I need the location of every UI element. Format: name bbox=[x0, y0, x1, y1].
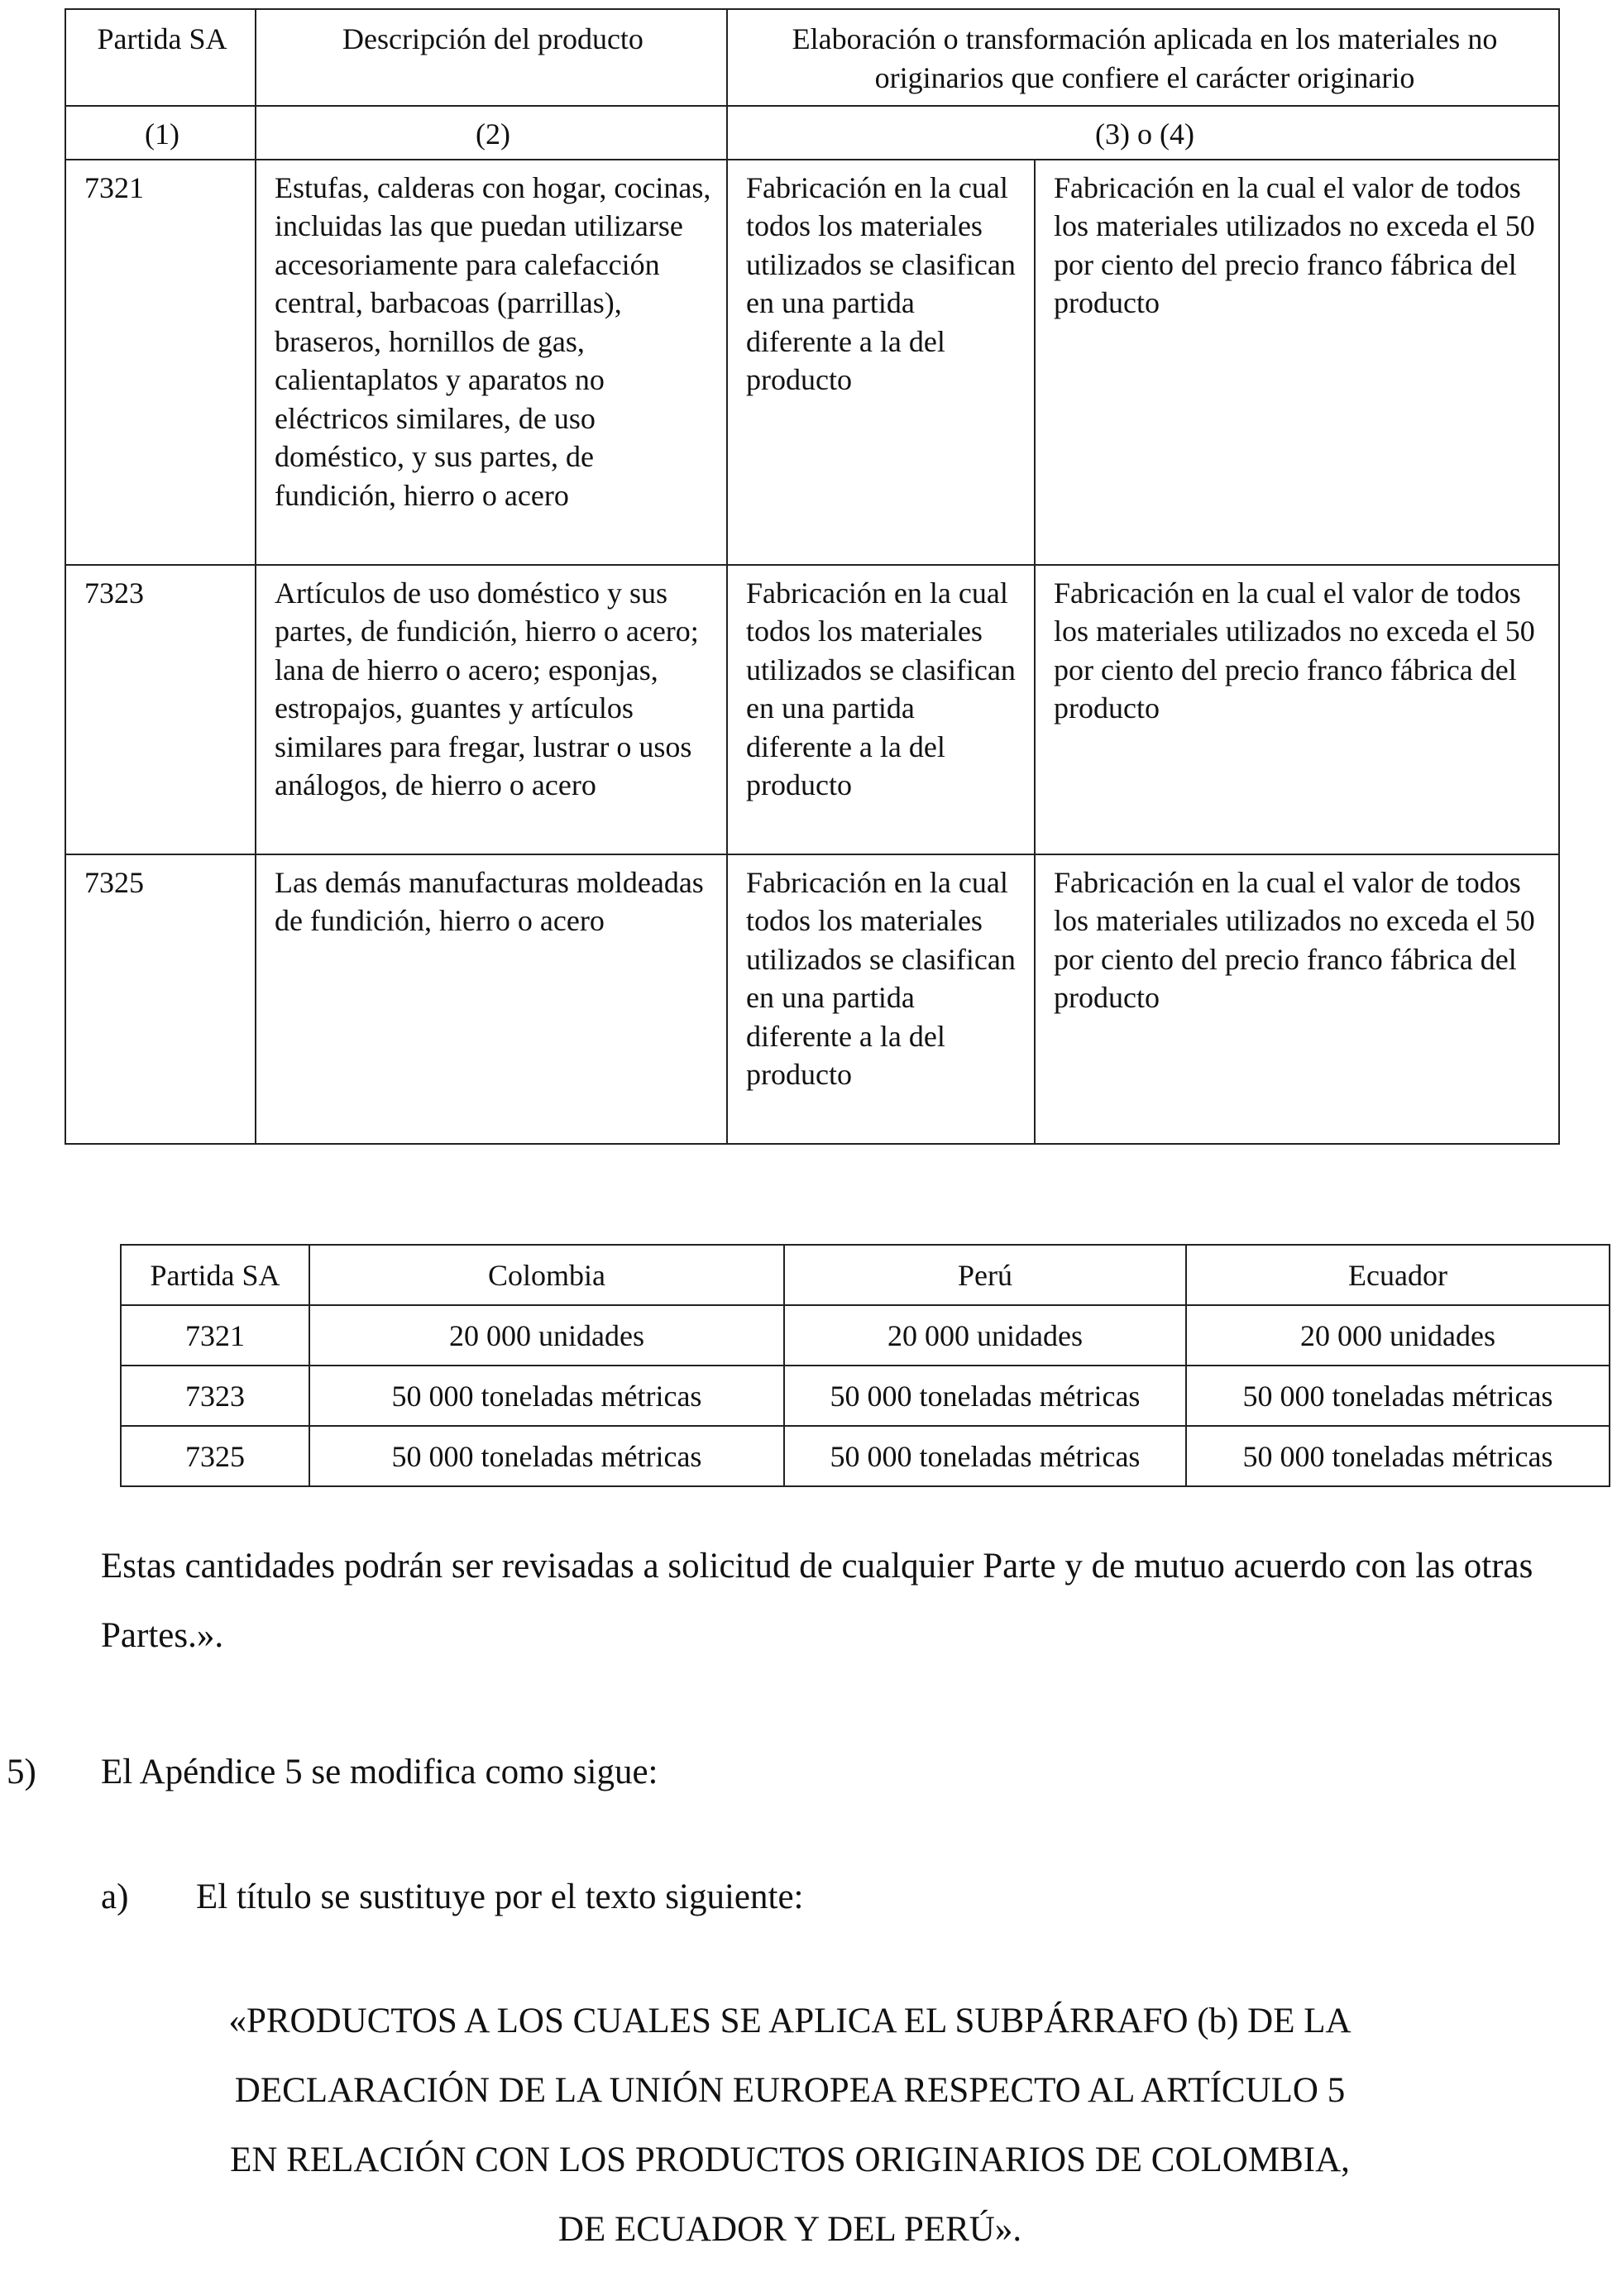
header-cell: Partida SA bbox=[121, 1245, 309, 1305]
quantity-cell: 50 000 toneladas métricas bbox=[784, 1426, 1186, 1486]
header-cell: Partida SA bbox=[65, 9, 256, 106]
quantity-cell: 20 000 unidades bbox=[784, 1305, 1186, 1366]
rule-cell: Fabricación en la cual el valor de todos los materiales utilizados no exceda el 50 por ciento del precio franco fábrica del producto bbox=[1035, 854, 1559, 1144]
sub-item-letter: a) bbox=[101, 1877, 129, 1916]
header-cell: Ecuador bbox=[1186, 1245, 1610, 1305]
hs-code-cell: 7321 bbox=[65, 160, 256, 565]
closing-paragraph: Estas cantidades podrán ser revisadas a solicitud de cualquier Parte y de mutuo acuerdo con las otras Partes.». bbox=[101, 1547, 1533, 1655]
quantity-cell: 20 000 unidades bbox=[309, 1305, 784, 1366]
list-item-text: El Apéndice 5 se modifica como sigue: bbox=[101, 1753, 658, 1791]
quantity-cell: 50 000 toneladas métricas bbox=[784, 1366, 1186, 1426]
table-row bbox=[121, 1305, 1610, 1366]
hs-code-cell: 7325 bbox=[121, 1426, 309, 1486]
hs-code-cell: 7323 bbox=[121, 1366, 309, 1426]
header-cell: Colombia bbox=[309, 1245, 784, 1305]
hs-code-cell: 7321 bbox=[121, 1305, 309, 1366]
column-number: (3) o (4) bbox=[727, 106, 1559, 160]
table-header-row bbox=[65, 9, 1559, 106]
column-number-row bbox=[65, 106, 1559, 160]
rules-of-origin-table bbox=[65, 8, 1560, 1145]
hs-code-cell: 7325 bbox=[65, 854, 256, 1144]
quantity-cell: 20 000 unidades bbox=[1186, 1305, 1610, 1366]
rule-cell: Fabricación en la cual el valor de todos los materiales utilizados no exceda el 50 por ciento del precio franco fábrica del producto bbox=[1035, 160, 1559, 565]
rule-cell: Fabricación en la cual todos los materiales utilizados se clasifican en una partida diferente a la del producto bbox=[727, 160, 1035, 565]
header-cell: Perú bbox=[784, 1245, 1186, 1305]
sub-item-text: El título se sustituye por el texto siguiente: bbox=[196, 1877, 804, 1916]
header-cell: Elaboración o transformación aplicada en los materiales no originarios que confiere el carácter originario bbox=[727, 9, 1559, 106]
table-header-row bbox=[121, 1245, 1610, 1305]
quantities-table bbox=[120, 1244, 1610, 1487]
table-row bbox=[65, 565, 1559, 854]
table-row bbox=[65, 854, 1559, 1144]
quoted-title: «PRODUCTOS A LOS CUALES SE APLICA EL SUBPÁRRAFO (b) DE LA DECLARACIÓN DE LA UNIÓN EUROPEA RESPECTO AL ARTÍCULO 5 EN RELACIÓN CON LOS PRODUCTOS ORIGINARIOS DE COLOMBIA, DE ECUADOR Y DEL PERÚ». bbox=[228, 2002, 1351, 2249]
header-cell: Descripción del producto bbox=[256, 9, 727, 106]
description-cell: Artículos de uso doméstico y sus partes, de fundición, hierro o acero; lana de hierro o acero; esponjas, estropajos, guantes y artículos similares para fregar, lustrar o usos análogos, de hierro o acero bbox=[256, 565, 727, 854]
list-item-number: 5) bbox=[7, 1753, 36, 1791]
quantity-cell: 50 000 toneladas métricas bbox=[309, 1366, 784, 1426]
table-row bbox=[121, 1426, 1610, 1486]
table-row bbox=[65, 160, 1559, 565]
rule-cell: Fabricación en la cual todos los materiales utilizados se clasifican en una partida diferente a la del producto bbox=[727, 565, 1035, 854]
quantity-cell: 50 000 toneladas métricas bbox=[1186, 1426, 1610, 1486]
description-cell: Las demás manufacturas moldeadas de fundición, hierro o acero bbox=[256, 854, 727, 1144]
rule-cell: Fabricación en la cual el valor de todos los materiales utilizados no exceda el 50 por ciento del precio franco fábrica del producto bbox=[1035, 565, 1559, 854]
rule-cell: Fabricación en la cual todos los materiales utilizados se clasifican en una partida diferente a la del producto bbox=[727, 854, 1035, 1144]
hs-code-cell: 7323 bbox=[65, 565, 256, 854]
quantity-cell: 50 000 toneladas métricas bbox=[309, 1426, 784, 1486]
table-row bbox=[121, 1366, 1610, 1426]
quantity-cell: 50 000 toneladas métricas bbox=[1186, 1366, 1610, 1426]
description-cell: Estufas, calderas con hogar, cocinas, incluidas las que puedan utilizarse accesoriamente para calefacción central, barbacoas (parrillas), braseros, hornillos de gas, calientaplatos y aparatos no eléctricos similares, de uso doméstico, y sus partes, de fundición, hierro o acero bbox=[256, 160, 727, 565]
column-number: (2) bbox=[256, 106, 727, 160]
column-number: (1) bbox=[65, 106, 256, 160]
